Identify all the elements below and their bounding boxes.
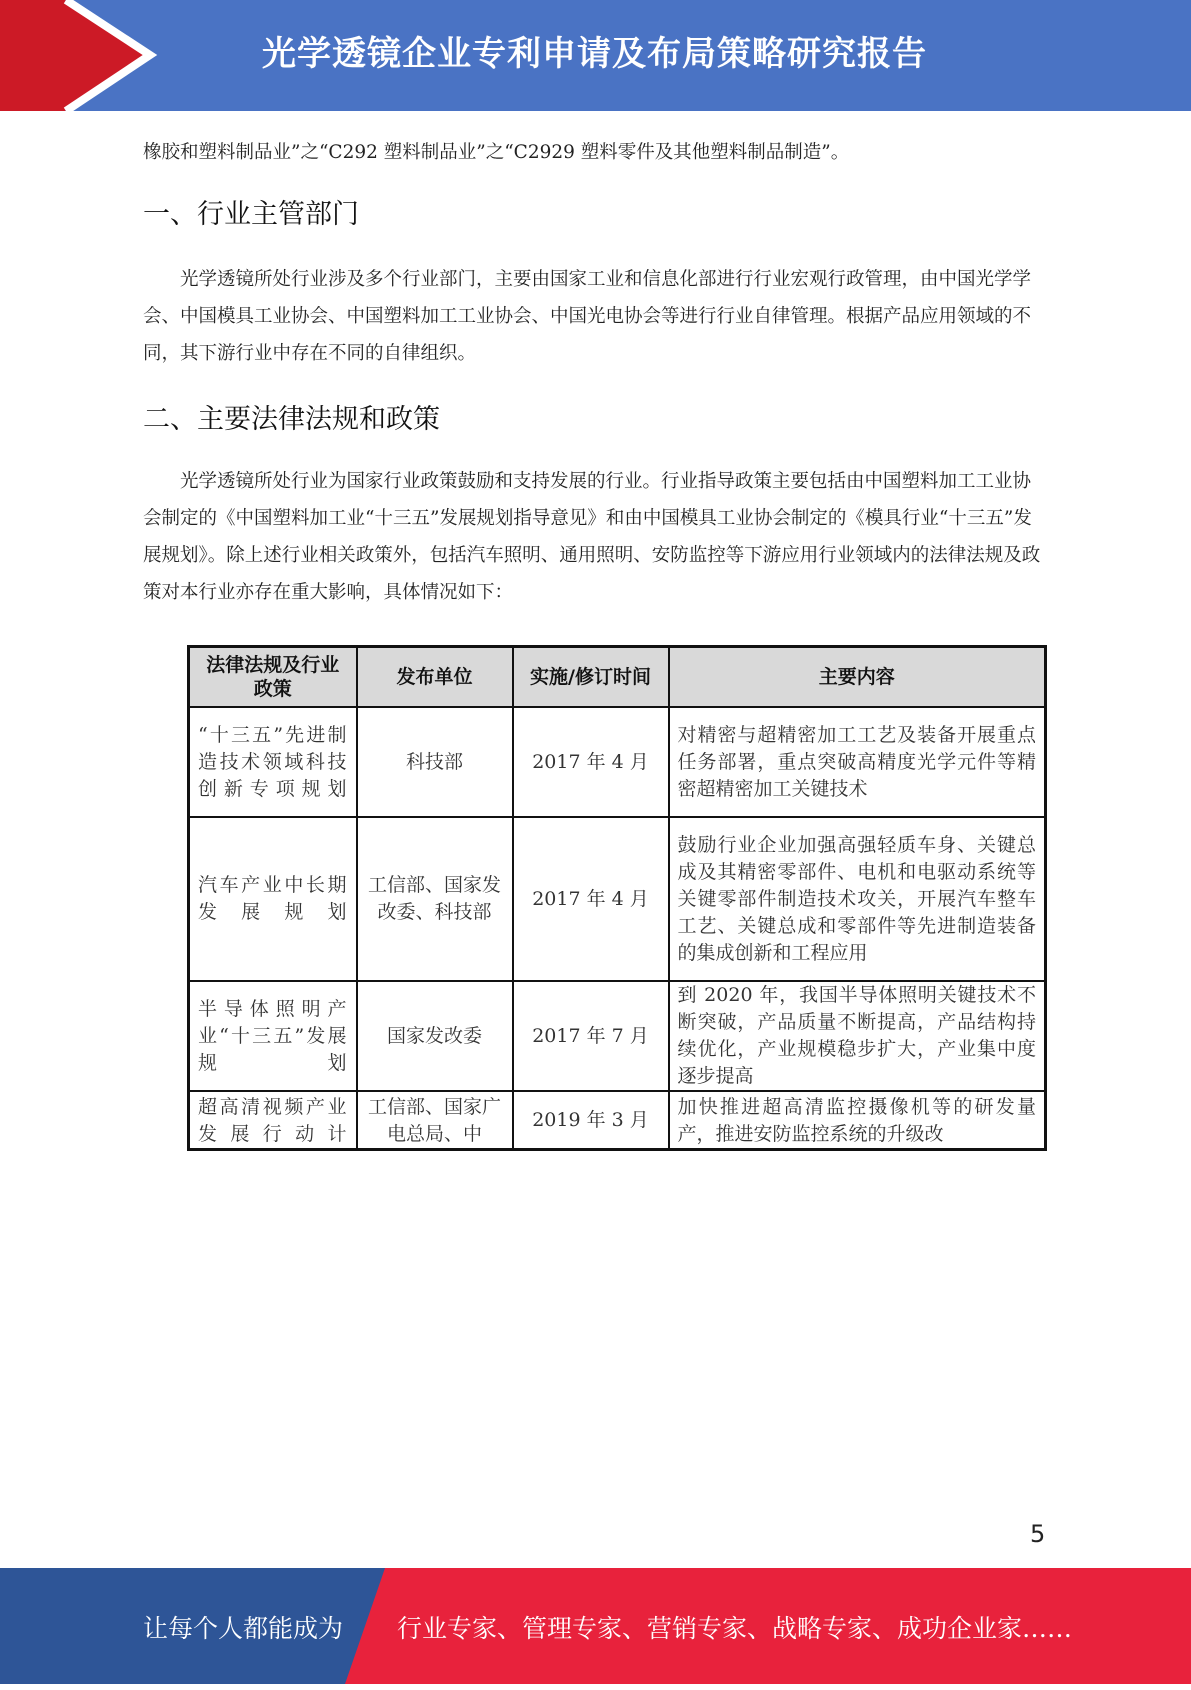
section-paragraph-2: 光学透镜所处行业为国家行业政策鼓励和支持发展的行业。行业指导政策主要包括由中国塑料加工工业协会制定的《中国塑料加工业“十三五”发展规划指导意见》和由中国模具工业协会制定的《模具行业“十三五”发展规划》。除上述行业相关政策外，包括汽车照明、通用照明、安防监控等下游应用行业领域内的法律法规及政策对本行业亦存在重大影响，具体情况如下：: [143, 471, 1041, 603]
table-header-cell: 主要内容: [669, 647, 1046, 708]
content-cell: 鼓励行业企业加强高强轻质车身、关键总成及其精密零部件、电机和电驱动系统等关键零部件制造技术攻关，开展汽车整车工艺、关键总成和零部件等先进制造装备的集成创新和工程应用: [669, 817, 1046, 981]
footer-slogan-right: 行业专家、管理专家、营销专家、战略专家、成功企业家……: [397, 1614, 1073, 1643]
date-cell: 2019 年 3 月: [513, 1091, 669, 1150]
policy-name-cell: “十三五”先进制造技术领域科技创新专项规划: [189, 707, 357, 817]
table-header-cell: 实施/修订时间: [513, 647, 669, 708]
content-cell: 对精密与超精密加工工艺及装备开展重点任务部署，重点突破高精度光学元件等精密超精密加工关键技术: [669, 707, 1046, 817]
issuer-cell: [357, 1091, 513, 1150]
report-footer: [0, 1568, 1191, 1684]
table-row: [189, 1091, 1046, 1150]
page-number: 5: [1030, 1520, 1046, 1548]
table-row: [189, 707, 1046, 817]
date-cell: 2017 年 7 月: [513, 981, 669, 1091]
date-cell: 2017 年 4 月: [513, 707, 669, 817]
content-text: 加快推进超高清监控摄像机等的研发量产，推进安防监控系统的升级改: [677, 1096, 1036, 1145]
footer-slogan-left: 让每个人都能成为: [143, 1614, 344, 1643]
policy-name-cell: 汽车产业中长期发展规划: [189, 817, 357, 981]
intro-line: 橡胶和塑料制品业”之“C292 塑料制品业”之“C2929 塑料零件及其他塑料制品制造”。: [143, 142, 850, 163]
content-cell: 到 2020 年，我国半导体照明关键技术不断突破，产品质量不断提高，产品结构持续优化，产业规模稳步扩大，产业集中度逐步提高: [669, 981, 1046, 1091]
report-title: 光学透镜企业专利申请及布局策略研究报告: [262, 34, 927, 74]
section-heading-1: 一、行业主管部门: [143, 199, 359, 230]
report-header: [0, 0, 1191, 111]
table-header-cell: 法律法规及行业政策: [189, 647, 357, 708]
issuer-cell: 国家发改委: [357, 981, 513, 1091]
table-header-row: [189, 647, 1046, 708]
policy-name-cell: [189, 1091, 357, 1150]
table-row: [189, 817, 1046, 981]
issuer-text: 工信部、国家广电总局、中: [367, 1096, 501, 1145]
table-header-cell: 发布单位: [357, 647, 513, 708]
issuer-cell: 科技部: [357, 707, 513, 817]
policy-name-text: 超高清视频产业发展行动计: [198, 1096, 348, 1145]
table-row: [189, 981, 1046, 1091]
issuer-cell: 工信部、国家发改委、科技部: [357, 817, 513, 981]
header-chevron-graphic: [0, 0, 160, 111]
content-cell: [669, 1091, 1046, 1150]
date-cell: 2017 年 4 月: [513, 817, 669, 981]
section-paragraph-1: 光学透镜所处行业涉及多个行业部门，主要由国家工业和信息化部进行行业宏观行政管理，由中国光学学会、中国模具工业协会、中国塑料加工工业协会、中国光电协会等进行行业自律管理。根据产品应用领域的不同，其下游行业中存在不同的自律组织。: [143, 269, 1032, 364]
policy-table: [187, 645, 1047, 1151]
policy-name-cell: 半导体照明产业“十三五”发展规划: [189, 981, 357, 1091]
section-heading-2: 二、主要法律法规和政策: [143, 404, 440, 435]
